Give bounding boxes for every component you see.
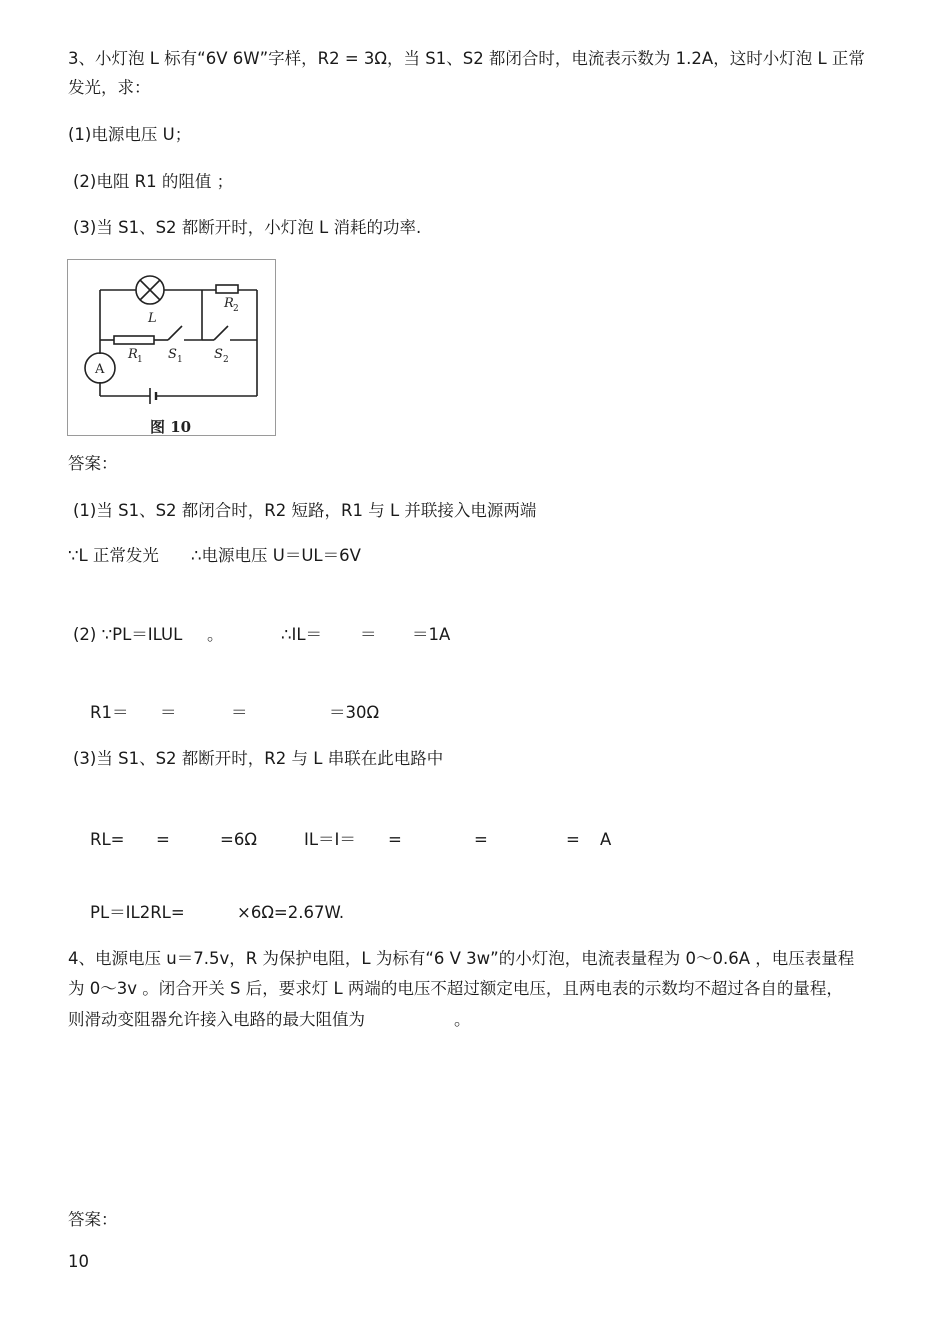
resistor-r2-icon bbox=[216, 285, 238, 293]
answer-il-equals-3: = bbox=[566, 830, 580, 849]
answer-il-equals-1: = bbox=[388, 830, 402, 849]
s2-subscript: 2 bbox=[223, 355, 229, 365]
lamp-label: L bbox=[148, 311, 157, 326]
answer-rl-label: RL= bbox=[90, 830, 125, 849]
circuit-diagram bbox=[67, 259, 276, 436]
answer-part-1-therefore: ∴电源电压 U＝UL＝6V bbox=[191, 546, 361, 565]
answer-pl-result: ×6Ω=2.67W. bbox=[237, 903, 345, 922]
answer-part-1-because: ∵L 正常发光 bbox=[68, 546, 159, 565]
s1-subscript: 1 bbox=[177, 355, 183, 365]
answer-part-2-result: ＝1A bbox=[412, 625, 451, 644]
figure-caption: 图 10 bbox=[150, 418, 192, 436]
switch-s2-icon bbox=[214, 326, 228, 340]
answer-pl-label: PL＝IL2RL= bbox=[90, 903, 185, 922]
q3-sub-question-2: (2)电阻 R1 的阻值 ； bbox=[73, 172, 234, 191]
answer-il-unit: A bbox=[600, 830, 612, 849]
s2-label: S bbox=[214, 347, 223, 362]
answer-part-3: (3)当 S1、S2 都断开时，R2 与 L 串联在此电路中 bbox=[73, 749, 444, 768]
q3-line-1: 3、小灯泡 L 标有“6V 6W”字样，R2 = 3Ω，当 S1、S2 都闭合时，电流表示数为 1.2A，这时小灯泡 L 正常 bbox=[68, 49, 865, 68]
r2-subscript: 2 bbox=[233, 304, 239, 314]
q4-line-3-end: 。 bbox=[454, 1010, 471, 1029]
answer-il-label: IL＝I＝ bbox=[304, 830, 356, 849]
r1-label: R bbox=[128, 347, 138, 362]
q3-sub-question-3: (3)当 S1、S2 都断开时，小灯泡 L 消耗的功率. bbox=[73, 218, 422, 237]
answer-r1-equals-1: ＝ bbox=[160, 703, 177, 722]
ammeter-label: A bbox=[95, 362, 105, 377]
answer-rl-equals: = bbox=[156, 830, 170, 849]
answer-r1-result: ＝30Ω bbox=[329, 703, 380, 722]
q4-line-1: 4、电源电压 u＝7.5v，R 为保护电阻，L 为标有“6 V 3w”的小灯泡，电流表量程为 0～0.6A ，电压表量程 bbox=[68, 949, 855, 968]
q4-line-2: 为 0～3v 。闭合开关 S 后，要求灯 L 两端的电压不超过额定电压，且两电表的示数均不超过各自的量程， bbox=[68, 979, 843, 998]
q4-answer-heading: 答案： bbox=[68, 1210, 118, 1229]
switch-s1-icon bbox=[168, 326, 182, 340]
answer-heading: 答案： bbox=[68, 454, 118, 473]
answer-r1-equals-2: ＝ bbox=[231, 703, 248, 722]
q3-line-2: 发光，求： bbox=[68, 78, 151, 97]
answer-il-equals-2: = bbox=[474, 830, 488, 849]
answer-part-2-formula: (2) ∵PL＝ILUL bbox=[73, 625, 183, 644]
q4-line-3: 则滑动变阻器允许接入电路的最大阻值为 bbox=[68, 1010, 365, 1029]
answer-part-2-equals: ＝ bbox=[360, 625, 377, 644]
r1-subscript: 1 bbox=[137, 355, 143, 365]
q4-answer-value: 10 bbox=[68, 1252, 89, 1271]
answer-part-2-period: 。 bbox=[207, 625, 224, 644]
answer-rl-result: =6Ω bbox=[220, 830, 257, 849]
answer-r1-label: R1＝ bbox=[90, 703, 129, 722]
resistor-r1-icon bbox=[114, 336, 154, 344]
answer-part-1: (1)当 S1、S2 都闭合时，R2 短路，R1 与 L 并联接入电源两端 bbox=[73, 501, 537, 520]
answer-part-2-il: ∴IL＝ bbox=[281, 625, 323, 644]
q3-sub-question-1: (1)电源电压 U； bbox=[68, 125, 192, 144]
r2-label: R bbox=[224, 296, 234, 311]
s1-label: S bbox=[168, 347, 177, 362]
circuit-svg bbox=[68, 260, 277, 437]
